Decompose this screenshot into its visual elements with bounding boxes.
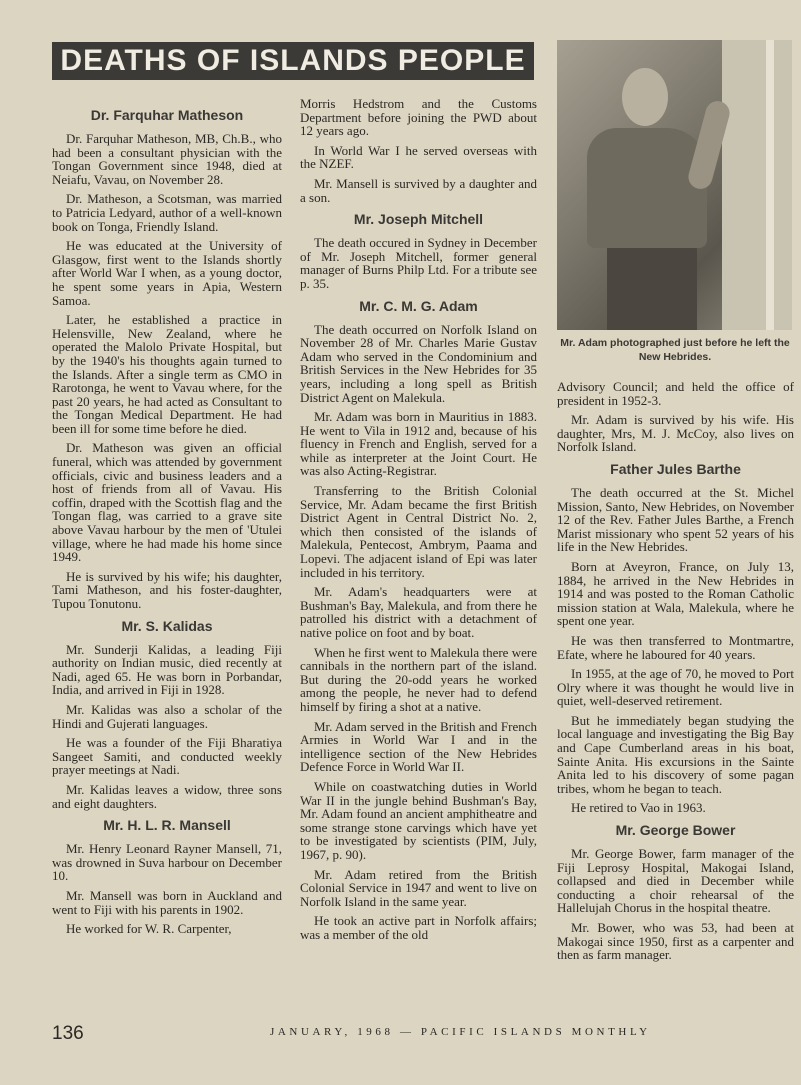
- photo-figure-head: [622, 68, 668, 126]
- column-2: [300, 97, 537, 947]
- paragraph: Transferring to the British Colonial Service, Mr. Adam became the first British District Agent in Central District No. 2, which then consisted of the islands of Malekula, Pentecost, Ambrym, Paama and Lopevi. The adjacent island of Epi was later included in his territory.: [300, 483, 537, 580]
- paragraph: Born at Aveyron, France, on July 13, 1884, he arrived in the New Hebrides in 1914 and was posted to the Roman Catholic mission station at Wala, Malekula, where he spent one year.: [557, 558, 794, 629]
- column-3: [557, 380, 794, 968]
- paragraph: When he first went to Malekula there were cannibals in the northern part of the island. But during the 20-odd years he worked among the people, he never had to defend himself by firing a shot at a native.: [300, 644, 537, 714]
- paragraph: Mr. Sunderji Kalidas, a leading Fiji authority on Indian music, died recently at Nadi, aged 65. He was born in Porbandar, India, and arrived in Fiji in 1928.: [52, 641, 282, 698]
- photo-door-post: [766, 40, 774, 330]
- page-number: 136: [52, 1023, 84, 1044]
- paragraph: Dr. Farquhar Matheson, MB, Ch.B., who had been a consultant physician with the Tongan Government since 1948, died at Neiafu, Vavau, on November 28.: [52, 131, 282, 187]
- running-footer: JANUARY, 1968 — PACIFIC ISLANDS MONTHLY: [270, 1026, 651, 1038]
- paragraph: The death occured in Sydney in December of Mr. Joseph Mitchell, former general manager of Burns Philp Ltd. For a tribute see p. 35.: [300, 235, 537, 291]
- paragraph: In World War I he served overseas with the NZEF.: [300, 142, 537, 172]
- photo-wall: [722, 40, 792, 330]
- paragraph: Advisory Council; and held the office of president in 1952-3.: [557, 379, 794, 408]
- paragraph: Mr. Adam served in the British and French Armies in World War I and in the intelligence section of the New Hebrides Defence Force in World War II.: [300, 718, 537, 775]
- obituary-heading: Mr. H. L. R. Mansell: [103, 817, 231, 834]
- obituary-heading: Mr. George Bower: [615, 822, 736, 839]
- paragraph: He was a founder of the Fiji Bharatiya Sangeet Samiti, and conducted weekly prayer meetings at Nadi.: [52, 735, 282, 778]
- paragraph: Mr. Kalidas was also a scholar of the Hindi and Gujerati languages.: [52, 701, 282, 731]
- photo-figure-body: [587, 128, 707, 248]
- paragraph: He was then transferred to Montmartre, Efate, where he laboured for 40 years.: [557, 632, 794, 662]
- paragraph: Mr. Adam retired from the British Colonial Service in 1947 and went to live on Norfolk Island in the same year.: [300, 866, 537, 909]
- paragraph: Mr. Mansell is survived by a daughter and a son.: [300, 175, 537, 205]
- paragraph: He worked for W. R. Carpenter,: [66, 921, 232, 937]
- obituary-heading: Dr. Farquhar Matheson: [90, 107, 244, 123]
- obituary-heading: Father Jules Barthe: [610, 460, 741, 477]
- paragraph: Mr. Adam is survived by his wife. His daughter, Mrs, M. J. McCoy, also lives on Norfolk Island.: [557, 412, 794, 455]
- paragraph: The death occurred at the St. Michel Mission, Santo, New Hebrides, on November 12 of the Rev. Father Jules Barthe, a French Marist missionary who spent 52 years of his life in the New Hebrides.: [557, 484, 794, 555]
- column-1: [52, 100, 282, 942]
- obituary-heading: Mr. Joseph Mitchell: [353, 211, 484, 228]
- page-title: DEATHS OF ISLANDS PEOPLE: [52, 42, 534, 80]
- paragraph: Mr. Mansell was born in Auckland and went to Fiji with his parents in 1902.: [52, 887, 282, 917]
- paragraph: Mr. Henry Leonard Rayner Mansell, 71, was drowned in Suva harbour on December 10.: [52, 841, 282, 884]
- paragraph: Dr. Matheson, a Scotsman, was married to Patricia Ledyard, author of a well-known book on Tonga, Friendly Island.: [52, 191, 282, 234]
- paragraph: He retired to Vao in 1963.: [571, 800, 706, 816]
- paragraph: He was educated at the University of Glasgow, first went to the Islands shortly after World War I when, as a young doctor, he spent some years in Apia, Western Samoa.: [52, 238, 282, 308]
- portrait-photo: [557, 40, 792, 330]
- paragraph: He is survived by his wife; his daughter, Tami Matheson, and his foster-daughter, Tupou Tonutonu.: [52, 568, 282, 611]
- paragraph: But he immediately began studying the local language and investigating the Big Bay and Cape Cumberland areas in his boat, Sainte Anita. His excursions in the Sainte Anita led to his discovery of some pagan tribes, whom he began to teach.: [557, 712, 794, 796]
- paragraph: In 1955, at the age of 70, he moved to Port Olry where it was thought he would live in quiet, well-deserved retirement.: [557, 666, 794, 709]
- photo-caption: Mr. Adam photographed just before he left the New Hebrides.: [560, 337, 790, 363]
- photo-figure-legs: [607, 245, 697, 330]
- paragraph: Dr. Matheson was given an official funeral, which was attended by government officials, civic and business leaders and a host of friends from all of Vavau. His coffin, draped with the Scottish flag and the Tongan flag, was carried to a grave site above Vavau harbour by the men of 'Utulei village, where he had made his home since 1949.: [52, 440, 282, 565]
- paragraph: Mr. Adam was born in Mauritius in 1883. He went to Vila in 1912 and, because of his fluency in French and English, served for a while as interpreter at the Joint Court. He was also Acting-Registrar.: [300, 409, 537, 479]
- paragraph: Morris Hedstrom and the Customs Department before joining the PWD about 12 years ago.: [300, 96, 537, 139]
- paragraph: The death occurred on Norfolk Island on November 28 of Mr. Charles Marie Gustav Adam who served in the Condominium and British Services in the New Hebrides for 35 years, including a long spell as British District Agent on Malekula.: [300, 321, 537, 405]
- paragraph: Later, he established a practice in Helensville, New Zealand, where he operated the Malolo Private Hospital, but by the 1940's his thoughts again turned to the Islands. After a single term as CMO in Rarotonga, he went to Vavau where, for the past 20 years, he had acted as Consultant to the Tongan Medical Department. He had been ill for some time before he died.: [52, 312, 282, 436]
- paragraph: Mr. Kalidas leaves a widow, three sons and eight daughters.: [52, 781, 282, 811]
- paragraph: Mr. Bower, who was 53, had been at Makogai since 1950, first as a carpenter and then as farm manager.: [557, 920, 794, 963]
- obituary-heading: Mr. S. Kalidas: [121, 617, 213, 634]
- paragraph: Mr. George Bower, farm manager of the Fiji Leprosy Hospital, Makogai Island, collapsed and died in December while conducting a choir rehearsal of the Hallelujah Chorus in the hospital theatre.: [557, 846, 794, 916]
- paragraph: He took an active part in Norfolk affairs; was a member of the old: [300, 913, 537, 942]
- paragraph: While on coastwatching duties in World War II in the jungle behind Bushman's Bay, Mr. Adam found an ancient amphitheatre and some strange stone carvings which have yet to be investigated by scientists (PIM, July, 1967, p. 90).: [300, 778, 537, 862]
- obituary-heading: Mr. C. M. G. Adam: [359, 297, 478, 314]
- paragraph: Mr. Adam's headquarters were at Bushman's Bay, Malekula, and from there he patrolled his district with a detachment of native police on foot and by boat.: [300, 584, 537, 640]
